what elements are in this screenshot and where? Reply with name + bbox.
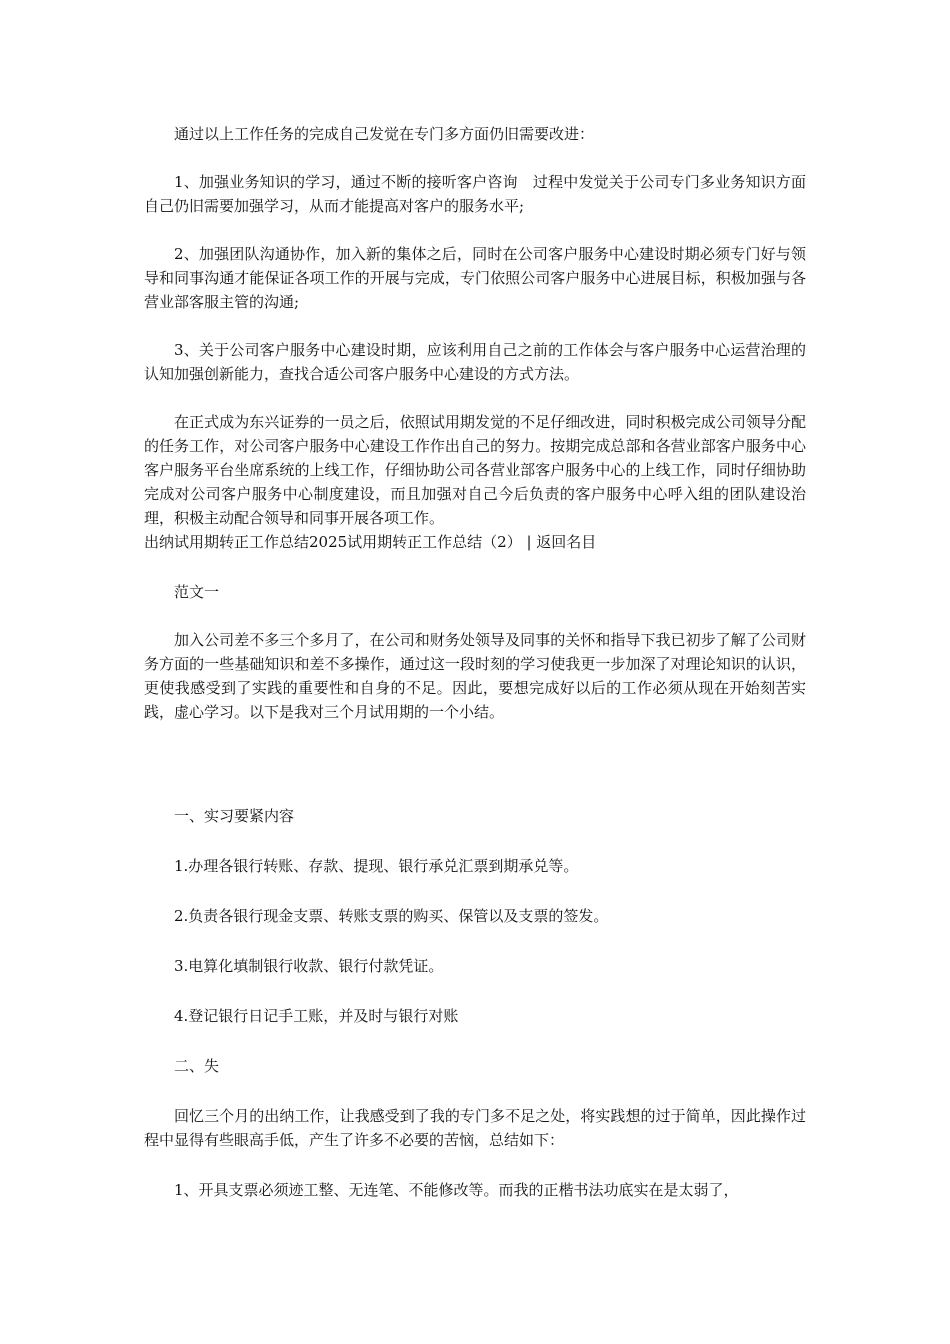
list-item-2: 2.负责各银行现金支票、转账支票的购买、保管以及支票的签发。 [174, 907, 609, 925]
list-item-4: 4.登记银行日记手工账，并及时与银行对账 [174, 1007, 459, 1025]
paragraph-improvement-1: 1、加强业务知识的学习，通过不断的接听客户咨询 过程中发觉关于公司专门多业务知识方面自己仍旧需要加强学习，从而才能提高对客户的服务水平; [144, 173, 806, 215]
sample-heading: 范文一 [174, 583, 220, 601]
paragraph-improvement-2: 2、加强团队沟通协作，加入新的集体之后，同时在公司客户服务中心建设时期必须专门好与领导和同事沟通才能保证各项工作的开展与完成，专门依照公司客户服务中心进展目标，积极加强与各营业部客服主管的沟通; [144, 245, 806, 311]
heading-main-content: 一、实习要紧内容 [174, 807, 295, 825]
paragraph-improvement-3: 3、关于公司客户服务中心建设时期，应该利用自己之前的工作体会与客户服务中心运营治理的认知加强创新能力，查找合适公司客户服务中心建设的方式方法。 [144, 341, 806, 383]
document-body [144, 122, 806, 1202]
paragraph-shortcoming-1: 1、开具支票必须迹工整、无连笔、不能修改等。而我的正楷书法功底实在是太弱了， [174, 1181, 739, 1199]
list-item-3: 3.电算化填制银行收款、银行付款凭证。 [174, 957, 444, 975]
paragraph-improvement-intro: 通过以上工作任务的完成自己发觉在专门多方面仍旧需要改进： [174, 125, 595, 143]
heading-shortcomings: 二、失 [174, 1057, 220, 1075]
section-title-link[interactable]: 出纳试用期转正工作总结2025试用期转正工作总结（2） | 返回名目 [144, 533, 597, 551]
list-item-1: 1.办理各银行转账、存款、提现、银行承兑汇票到期承兑等。 [174, 857, 579, 875]
paragraph-reflection: 回忆三个月的出纳工作，让我感受到了我的专门多不足之处，将实践想的过于简单，因此操作过程中显得有些眼高手低，产生了许多不必要的苦恼，总结如下： [144, 1107, 806, 1149]
paragraph-future-plan: 在正式成为东兴证券的一员之后，依照试用期发觉的不足仔细改进，同时积极完成公司领导分配的任务工作，对公司客户服务中心建设工作作出自己的努力。按期完成总部和各营业部客户服务中心客户服务平台坐席系统的上线工作，仔细协助公司各营业部客户服务中心的上线工作，同时仔细协助完成对公司客户服务中心制度建设，而且加强对自己今后负责的客户服务中心呼入组的团队建设治理，积极主动配合领导和同事开展各项工作。 [144, 413, 806, 527]
paragraph-intro-summary: 加入公司差不多三个多月了，在公司和财务处领导及同事的关怀和指导下我已初步了解了公司财务方面的一些基础知识和差不多操作，通过这一段时刻的学习使我更一步加深了对理论知识的认识，更使我感受到了实践的重要性和自身的不足。因此，要想完成好以后的工作必须从现在开始刻苦实践，虚心学习。以下是我对三个月试用期的一个小结。 [144, 631, 806, 721]
